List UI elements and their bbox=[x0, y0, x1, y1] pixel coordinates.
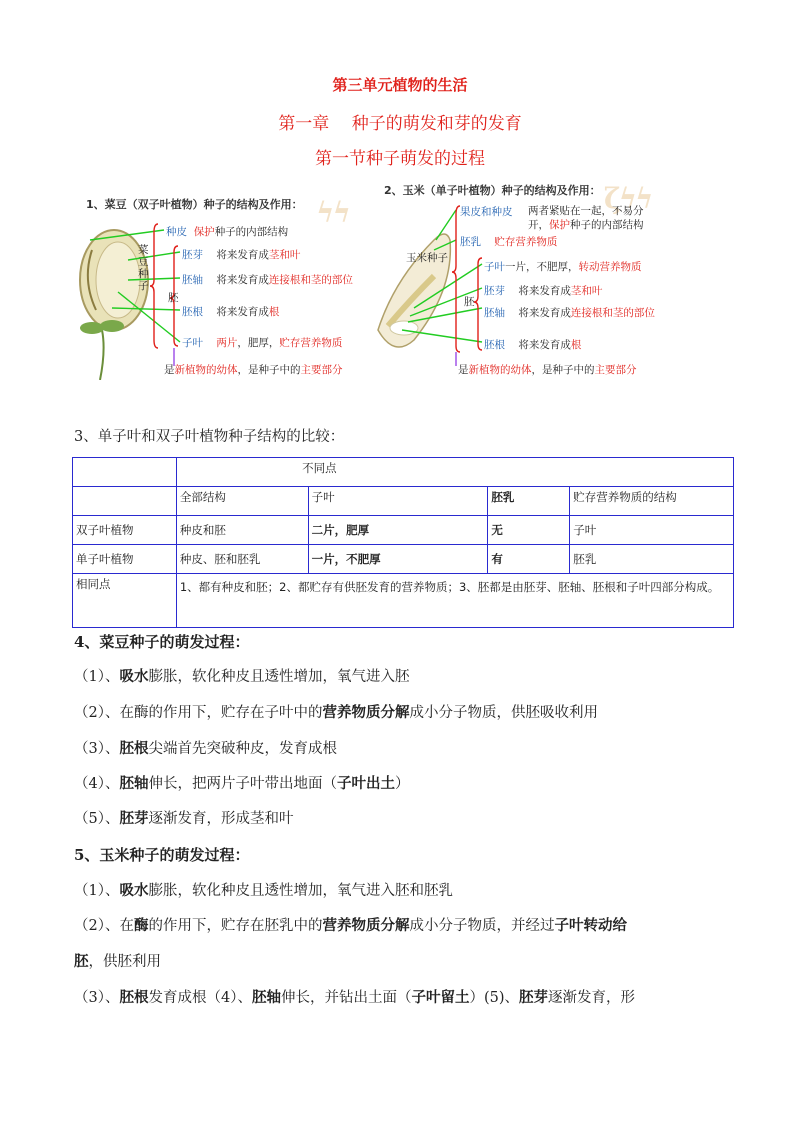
corn-process-heading: 5、玉米种子的萌发过程： bbox=[74, 846, 250, 864]
corn-row-3: 子叶一片，不肥厚，转动营养物质 bbox=[484, 261, 642, 273]
corn-row-4: 胚芽 将来发育成茎和叶 bbox=[484, 285, 603, 297]
page-title: 第三单元植物的生活 bbox=[332, 76, 468, 94]
table-row bbox=[73, 545, 734, 574]
same-points-cell: 1、都有种皮和胚；2、都贮存有供胚发育的营养物质；3、胚都是由胚芽、胚轴、胚根和子叶四部分构成。 bbox=[176, 574, 733, 628]
bean-step-2: （2）、在酶的作用下，贮存在子叶中的营养物质分解成小分子物质，供胚吸收利用 bbox=[74, 704, 598, 721]
corn-step-3: （3）、胚根发育成根（4）、胚轴伸长，并钻出土面（子叶留土）(5)、胚芽逐渐发育，形 bbox=[74, 989, 636, 1006]
corn-embryo-label: 胚 bbox=[464, 296, 475, 308]
row-label: 相同点 bbox=[73, 574, 177, 628]
corn-step-2-cont: 胚，供胚利用 bbox=[74, 953, 161, 970]
bean-row-2: 胚芽 将来发育成茎和叶 bbox=[182, 249, 301, 261]
corn-seed-label: 玉米种子 bbox=[406, 252, 448, 264]
bean-seed-label: 菜豆种子 bbox=[138, 244, 149, 292]
bean-row-3: 胚轴 将来发育成连接根和茎的部位 bbox=[182, 274, 353, 286]
chapter-title: 第一章 种子的萌发和芽的发育 bbox=[278, 114, 522, 134]
corn-step-2: （2）、在酶的作用下，贮存在胚乳中的营养物质分解成小分子物质，并经过子叶转动给 bbox=[74, 917, 627, 934]
bean-step-5: （5）、胚芽逐渐发育，形成茎和叶 bbox=[74, 810, 294, 827]
corn-footer: 是新植物的幼体，是种子中的主要部分 bbox=[458, 364, 637, 376]
bean-row-5: 子叶 两片，肥厚，贮存营养物质 bbox=[182, 337, 343, 349]
table-row bbox=[73, 574, 734, 628]
table-row bbox=[73, 516, 734, 545]
table-cell bbox=[73, 458, 177, 487]
bean-embryo-label: 胚 bbox=[168, 292, 179, 304]
table-cell: 种皮和胚 bbox=[176, 516, 308, 545]
corn-row-5: 胚轴 将来发育成连接根和茎的部位 bbox=[484, 307, 655, 319]
table-header: 子叶 bbox=[308, 487, 488, 516]
table-cell bbox=[73, 487, 177, 516]
corn-figure-title: 2、玉米（单子叶植物）种子的结构及作用： bbox=[384, 184, 601, 197]
corn-row-6: 胚根 将来发育成根 bbox=[484, 339, 582, 351]
table-group-header: 不同点 bbox=[176, 458, 733, 487]
bean-row-1: 种皮 保护种子的内部结构 bbox=[166, 226, 289, 238]
comparison-table bbox=[72, 457, 734, 628]
bean-footer: 是新植物的幼体，是种子中的主要部分 bbox=[164, 364, 343, 376]
bean-row-4: 胚根 将来发育成根 bbox=[182, 306, 280, 318]
watermark: ϟϟ bbox=[316, 196, 349, 229]
row-label: 单子叶植物 bbox=[73, 545, 177, 574]
table-header: 全部结构 bbox=[176, 487, 308, 516]
bean-step-4: （4）、胚轴伸长，把两片子叶带出地面（子叶出土） bbox=[74, 775, 410, 792]
corn-seed-figure bbox=[374, 180, 684, 380]
table-cell: 二片，肥厚 bbox=[308, 516, 488, 545]
corn-row-1-desc: 两者紧贴在一起，不易分开，保护种子的内部结构 bbox=[528, 205, 644, 231]
question-3-heading: 3、单子叶和双子叶植物种子结构的比较： bbox=[74, 429, 345, 445]
bean-process-heading: 4、菜豆种子的萌发过程： bbox=[74, 633, 250, 651]
table-cell: 有 bbox=[488, 545, 570, 574]
table-cell: 无 bbox=[488, 516, 570, 545]
corn-row-1: 果皮和种皮 bbox=[460, 206, 513, 218]
table-header: 贮存营养物质的结构 bbox=[570, 487, 734, 516]
table-header: 胚乳 bbox=[488, 487, 570, 516]
table-cell: 种皮、胚和胚乳 bbox=[176, 545, 308, 574]
section-title: 第一节种子萌发的过程 bbox=[315, 149, 485, 169]
corn-step-1: （1）、吸水膨胀，软化种皮且透性增加，氧气进入胚和胚乳 bbox=[74, 882, 453, 899]
table-row bbox=[73, 487, 734, 516]
row-label: 双子叶植物 bbox=[73, 516, 177, 545]
bean-figure-title: 1、菜豆（双子叶植物）种子的结构及作用： bbox=[86, 198, 303, 211]
table-cell: 子叶 bbox=[570, 516, 734, 545]
table-cell: 一片，不肥厚 bbox=[308, 545, 488, 574]
table-row bbox=[73, 458, 734, 487]
bean-step-1: （1）、吸水膨胀，软化种皮且透性增加，氧气进入胚 bbox=[74, 668, 410, 685]
table-cell: 胚乳 bbox=[570, 545, 734, 574]
bean-step-3: （3）、胚根尖端首先突破种皮，发育成根 bbox=[74, 740, 337, 757]
bean-seed-figure bbox=[72, 180, 372, 380]
watermark: ζϟϟ bbox=[604, 182, 652, 215]
corn-row-2: 胚乳 贮存营养物质 bbox=[460, 236, 558, 248]
